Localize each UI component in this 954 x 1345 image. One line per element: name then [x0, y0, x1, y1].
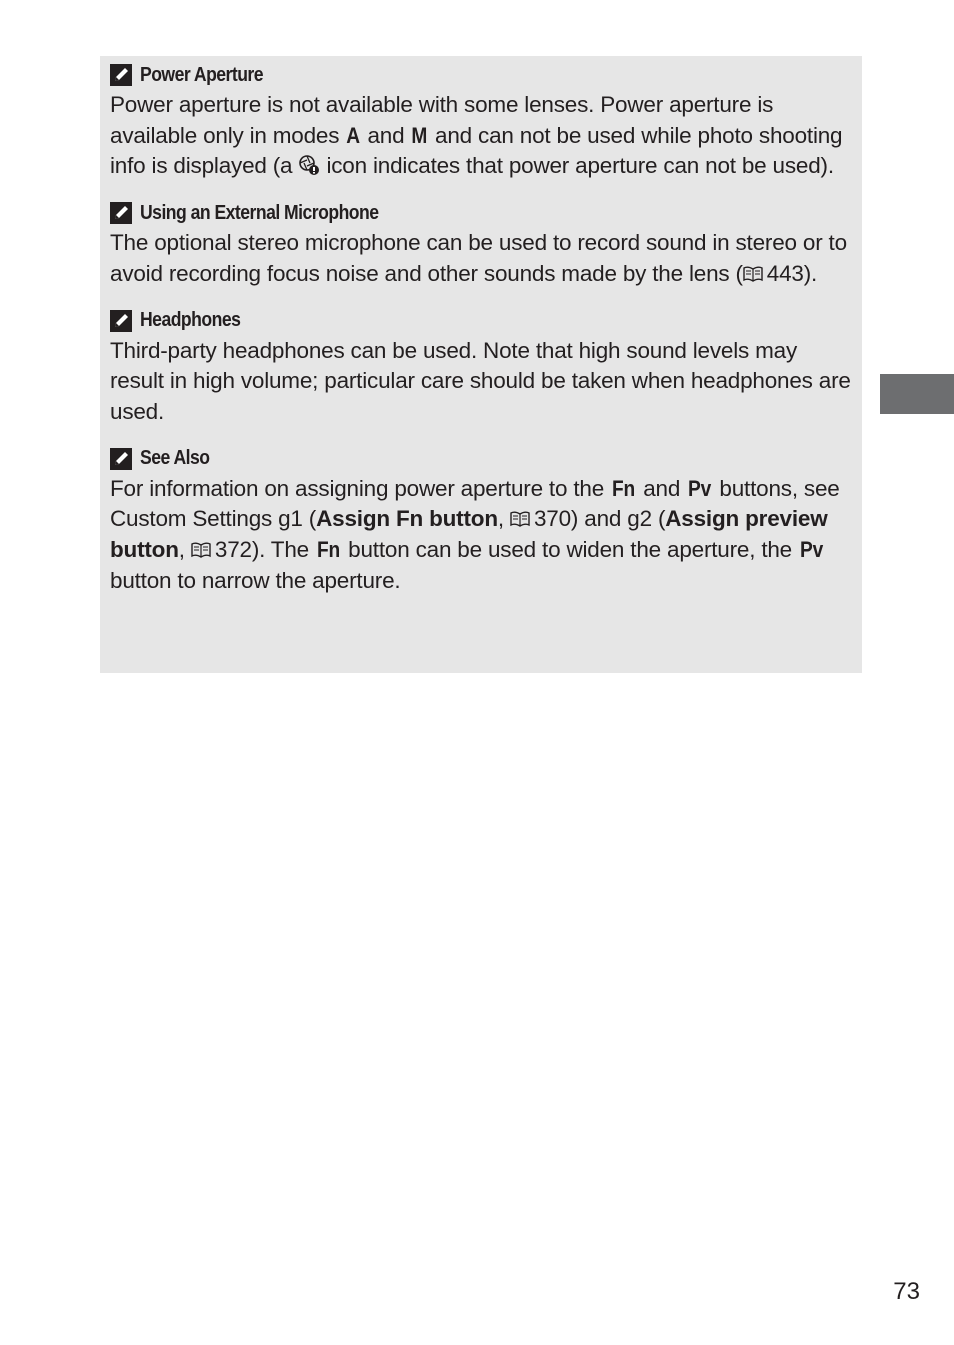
note-header: [110, 60, 852, 90]
emphasis-text: M: [411, 122, 428, 148]
body-text: 370) and g2 (: [533, 506, 666, 532]
note-section: [110, 444, 852, 597]
pencil-note-icon: [110, 64, 132, 86]
note-body: [110, 228, 852, 289]
chapter-tab: [880, 374, 954, 414]
body-text: For information on assigning power aperture to the: [110, 475, 611, 501]
note-body: [110, 90, 852, 182]
note-title: Headphones: [140, 309, 241, 332]
body-text: The optional stereo microphone can be used to record sound in stereo or to avoid recording focus noise and other sounds made by the lens (: [110, 230, 847, 286]
note-header: [110, 198, 852, 228]
emphasis-text: Fn: [612, 475, 636, 501]
body-text: and: [637, 475, 687, 501]
body-text: ,: [178, 537, 191, 563]
body-text: button can be used to widen the aperture, the: [342, 537, 799, 563]
pencil-note-icon: [110, 310, 132, 332]
emphasis-text: Fn: [317, 537, 341, 563]
note-header: [110, 444, 852, 474]
note-title: Using an External Microphone: [140, 201, 379, 224]
body-text: Third-party headphones can be used. Note that high sound levels may result in high volume; particular care should be taken when headphones are used.: [110, 337, 851, 424]
emphasis-text: Pv: [800, 537, 824, 563]
emphasis-text: Assign preview button: [110, 506, 828, 563]
note-body: [110, 474, 852, 597]
note-header: [110, 306, 852, 336]
body-text: Power aperture is not available with some lenses. Power aperture is available only in modes: [110, 92, 774, 148]
body-text: icon indicates that power aperture can not be used).: [320, 153, 834, 179]
emphasis-text: A: [346, 122, 361, 148]
body-text: buttons, see Custom Settings g1 (: [110, 475, 840, 532]
book-icon: [191, 536, 211, 552]
note-title: Power Aperture: [140, 63, 264, 86]
emphasis-text: Pv: [688, 475, 712, 501]
note-section: [110, 60, 852, 182]
emphasis-text: Assign Fn button: [316, 506, 498, 532]
body-text: 443).: [766, 260, 818, 286]
body-text: button to narrow the aperture.: [110, 567, 401, 593]
no-power-aperture-icon: [298, 154, 320, 176]
note-body: [110, 336, 852, 428]
page-number: 73: [893, 1278, 920, 1305]
body-text: ,: [497, 506, 510, 532]
book-icon: [510, 505, 530, 521]
pencil-note-icon: [110, 202, 132, 224]
body-text: and can not be used while photo shooting info is displayed (a: [110, 122, 843, 179]
notes-panel: [100, 56, 862, 673]
note-section: [110, 306, 852, 428]
note-section: [110, 198, 852, 289]
book-icon: [743, 260, 763, 276]
body-text: 372). The: [214, 537, 316, 563]
note-title: See Also: [140, 447, 210, 470]
pencil-note-icon: [110, 448, 132, 470]
body-text: and: [361, 122, 411, 148]
